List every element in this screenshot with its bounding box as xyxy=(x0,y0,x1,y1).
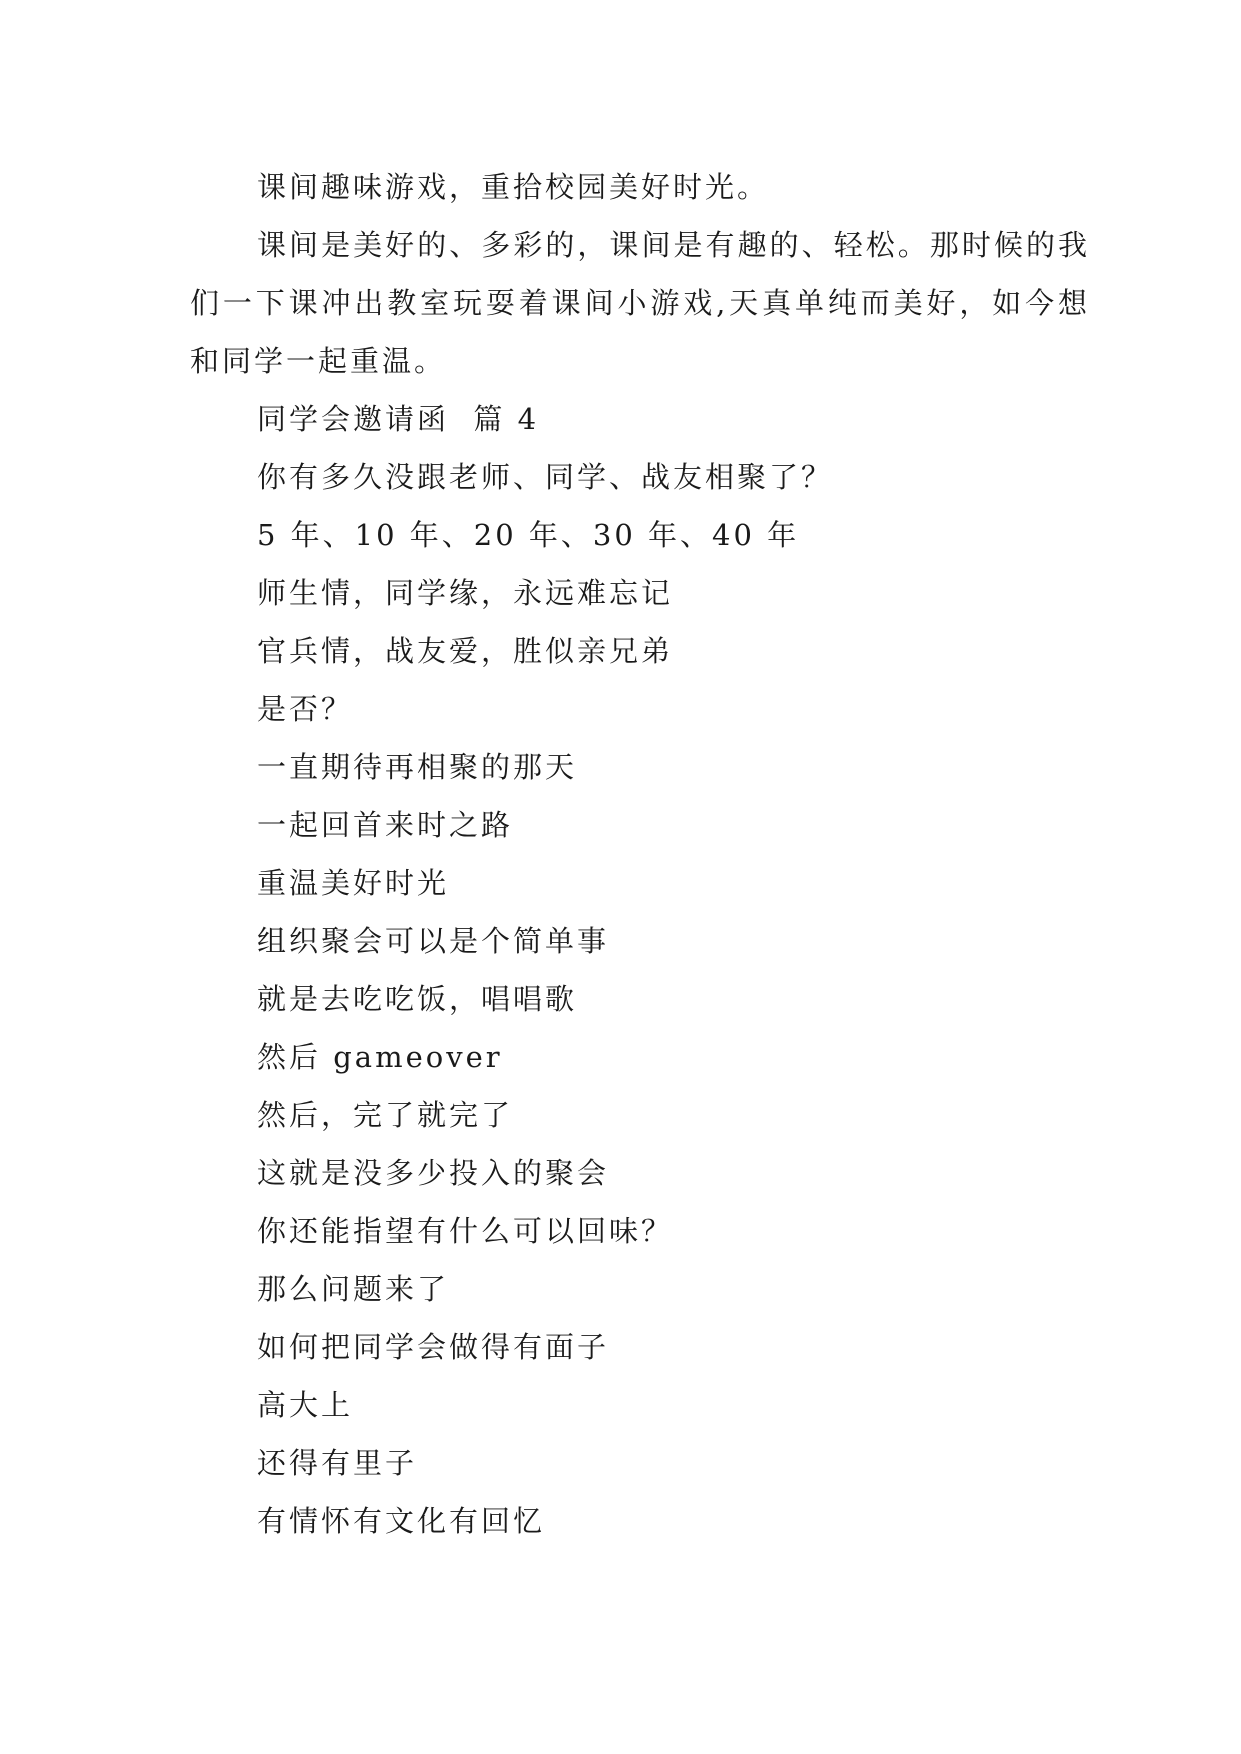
paragraph: 师生情，同学缘，永远难忘记 xyxy=(257,576,674,610)
paragraph: 是否？ xyxy=(257,692,354,726)
paragraph: 你还能指望有什么可以回味？ xyxy=(257,1214,674,1248)
paragraph: 你有多久没跟老师、同学、战友相聚了？ xyxy=(257,460,834,494)
section-heading: 同学会邀请函 篇 4 xyxy=(257,402,540,436)
paragraph: 组织聚会可以是个简单事 xyxy=(257,924,610,958)
paragraph: 一直期待再相聚的那天 xyxy=(257,750,578,784)
paragraph: 5 年、10 年、20 年、30 年、40 年 xyxy=(257,518,800,552)
paragraph: 一起回首来时之路 xyxy=(257,808,514,842)
paragraph: 高大上 xyxy=(257,1388,354,1422)
paragraph: 课间趣味游戏，重拾校园美好时光。 xyxy=(257,170,770,204)
paragraph: 如何把同学会做得有面子 xyxy=(257,1330,610,1364)
paragraph: 这就是没多少投入的聚会 xyxy=(257,1156,610,1190)
paragraph: 官兵情，战友爱，胜似亲兄弟 xyxy=(257,634,674,668)
document-body xyxy=(190,158,1090,1550)
paragraph: 有情怀有文化有回忆 xyxy=(257,1504,546,1538)
paragraph: 重温美好时光 xyxy=(257,866,450,900)
paragraph: 然后 gameover xyxy=(257,1040,503,1074)
paragraph: 课间是美好的、多彩的，课间是有趣的、轻松。那时候的我们一下课冲出教室玩耍着课间小游戏,天真单纯而美好，如今想和同学一起重温。 xyxy=(190,228,1090,378)
paragraph: 然后，完了就完了 xyxy=(257,1098,514,1132)
paragraph: 就是去吃吃饭，唱唱歌 xyxy=(257,982,578,1016)
paragraph: 那么问题来了 xyxy=(257,1272,450,1306)
paragraph: 还得有里子 xyxy=(257,1446,418,1480)
